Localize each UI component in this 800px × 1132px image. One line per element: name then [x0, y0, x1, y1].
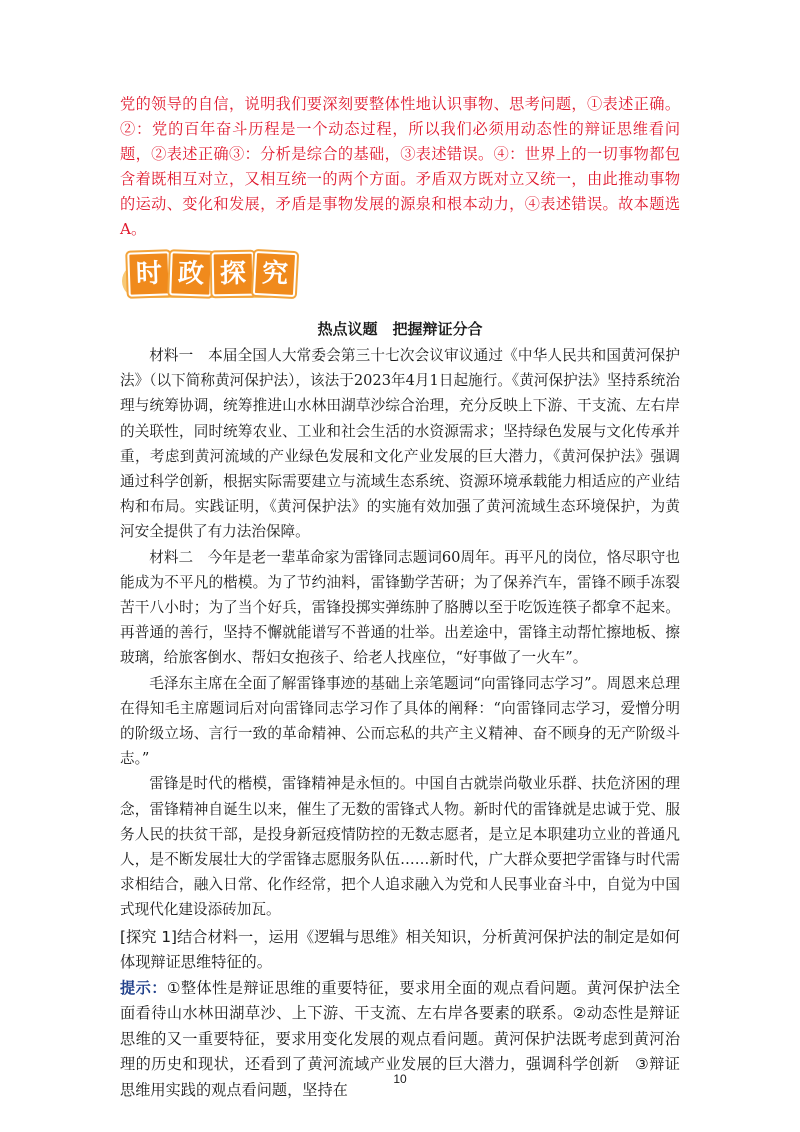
page-number: 10 — [393, 1072, 407, 1086]
banner-chars — [128, 252, 296, 296]
hint-label: 提示： — [120, 978, 167, 997]
page-content — [120, 92, 680, 1103]
materials — [120, 343, 680, 923]
banner-char: 政 — [169, 251, 213, 296]
material-paragraph: 雷锋是时代的楷模，雷锋精神是永恒的。中国自古就崇尚敬业乐群、扶危济困的理念，雷锋精神自诞生以来，催生了无数的雷锋式人物。新时代的雷锋就是忠诚于党、服务人民的扶贫干部，是投身新冠疫情防控的无数志愿者，是立足本职建功立业的普通凡人，是不断发展壮大的学雷锋志愿服务队伍……新时代，广大群众要把学雷锋与时代需求相结合，融入日常、化作经常，把个人追求融入为党和人民事业奋斗中，自觉为中国式现代化建设添砖加瓦。 — [120, 775, 680, 919]
banner-char: 探 — [212, 252, 255, 297]
material-paragraph: 毛泽东主席在全面了解雷锋事迹的基础上亲笔题词“向雷锋同志学习”。周恩来总理在得知毛主席题词后对向雷锋同志学习作了具体的阐释：“向雷锋同志学习，爱憎分明的阶级立场、言行一致的革命精神、公而忘私的共产主义精神、奋不顾身的无产阶级斗志。” — [120, 674, 680, 768]
answer-text: 党的领导的自信，说明我们要深刻要整体性地认识事物、思考问题，①表述正确。②：党的百年奋斗历程是一个动态过程，所以我们必须用动态性的辩证思维看问题，②表述正确③：分析是综合的基础，③表述错误。④：世界上的一切事物都包含着既相互对立，又相互统一的两个方面。矛盾双方既对立又统一，由此推动事物的运动、变化和发展，矛盾是事物发展的源泉和根本动力，④表述错误。故本题选A。 — [120, 95, 680, 238]
material-paragraph: 材料一 本届全国人大常委会第三十七次会议审议通过《中华人民共和国黄河保护法》（以下简称黄河保护法），该法于2023年4月1日起施行。《黄河保护法》坚持系统治理与统筹协调，统筹推进山水林田湖草沙综合治理，充分反映上下游、干支流、左右岸的关联性，同时统筹农业、工业和社会生活的水资源需求；坚持绿色发展与文化传承并重，考虑到黄河流域的产业绿色发展和文化产业发展的巨大潜力，《黄河保护法》强调通过科学创新，根据实际需要建立与流域生态系统、资源环境承载能力相适应的产业结构和布局。实践证明，《黄河保护法》的实施有效加强了黄河流域生态环境保护，为黄河安全提供了有力法治保障。 — [120, 347, 680, 541]
topic-heading: 热点议题 把握辩证分合 — [317, 320, 483, 338]
answer-explanation — [120, 92, 680, 242]
explore-question: [探究 1]结合材料一，运用《逻辑与思维》相关知识，分析黄河保护法的制定是如何体现辩证思维特征的。 — [120, 927, 680, 972]
banner-char: 究 — [253, 251, 297, 297]
hint-text: ①整体性是辩证思维的重要特征，要求用全面的观点看问题。黄河保护法全面看待山水林田湖草沙、上下游、干支流、左右岸各要素的联系。②动态性是辩证思维的又一重要特征，要求用变化发展的观点看问题。黄河保护法既考虑到黄河治理的历史和现状，还看到了黄河流域产业发展的巨大潜力，强调科学创新 ③辩证思维用实践的观点看问题，坚持在 — [120, 978, 681, 1099]
banner-char: 时 — [127, 251, 171, 296]
material-paragraph: 材料二 今年是老一辈革命家为雷锋同志题词60周年。再平凡的岗位，恪尽职守也能成为不平凡的楷模。为了节约油料，雷锋勤学苦研；为了保养汽车，雷锋不顾手冻裂苦干八小时；为了当个好兵，雷锋投掷实弹练肿了胳膊以至于吃饭连筷子都拿不起来。再普通的善行，坚持不懈就能谱写不普通的壮举。出差途中，雷锋主动帮忙擦地板、擦玻璃，给旅客倒水、帮妇女抱孩子、给老人找座位，“好事做了一火车”。 — [120, 548, 680, 667]
section-banner — [120, 250, 680, 312]
